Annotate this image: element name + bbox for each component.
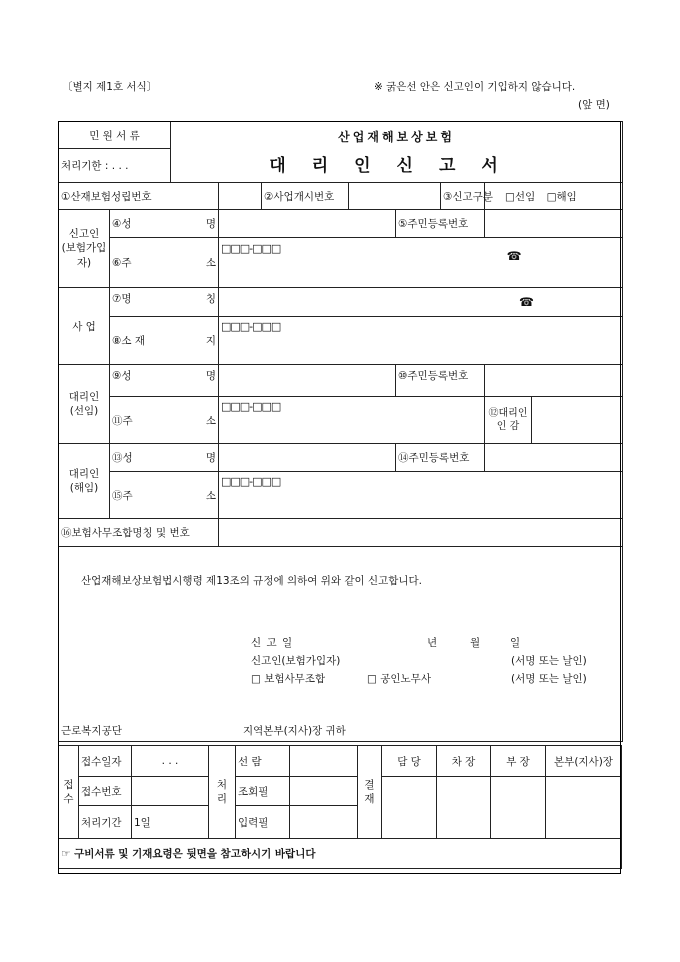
agent-appoint-addr-label-b: 소 (205, 414, 216, 427)
agent-dismiss-rrn-label: ⑭주민등록번호 (396, 444, 485, 472)
reporter-group-label: 신고인 (보험가입자) (59, 210, 110, 288)
agent-appoint-addr-field[interactable] (219, 397, 485, 444)
reporter-rrn-label: ⑤주민등록번호 (396, 210, 485, 238)
agency-name: 근로복지공단 (61, 725, 122, 737)
date-year-label: 년 (427, 637, 438, 649)
receipt-table (58, 745, 622, 869)
business-loc-label-a: ⑧소 재 (112, 335, 146, 347)
form-title-line2: 대리인신고서 (269, 156, 524, 176)
check-field[interactable] (290, 777, 358, 806)
form-title-line1: 산업재해보상보험 (338, 130, 455, 144)
agent-dismiss-postal-code[interactable]: □□□-□□□ (221, 475, 281, 488)
agent-dismiss-name-label-a: ⑬성 (112, 452, 133, 464)
form-table (58, 121, 623, 742)
approver-4: 본부(지사)장 (546, 746, 622, 777)
est-no-field[interactable] (219, 183, 262, 210)
appoint-checkbox[interactable]: □선임 (505, 190, 536, 203)
agent-dismiss-name-label (110, 444, 219, 472)
business-phone-icon: ☎ (519, 295, 534, 309)
reporter-addr-label-a: ⑥주 (112, 257, 132, 269)
agent-appoint-addr-label (110, 397, 219, 444)
select-label: 선 람 (236, 746, 290, 777)
report-form (58, 121, 621, 874)
agent-dismiss-rrn-field[interactable] (485, 444, 623, 472)
input-field[interactable] (290, 806, 358, 839)
business-loc-label (110, 317, 219, 365)
approver-3: 부 장 (491, 746, 546, 777)
statement-area (59, 547, 623, 742)
agent-sign-note: (서명 또는 날인) (511, 673, 587, 685)
receipt-no-field[interactable] (132, 777, 209, 806)
business-loc-field[interactable] (219, 317, 623, 365)
agent-dismiss-name-label-b: 명 (205, 452, 216, 464)
input-label: 입력필 (236, 806, 290, 839)
agent-dismiss-addr-label-a: ⑮주 (112, 489, 133, 502)
date-day-label: 일 (510, 637, 521, 649)
labor-attorney-checkbox[interactable]: □ 공인노무사 (367, 673, 431, 685)
report-type-options (485, 183, 623, 210)
est-no-label: ①산재보험성립번호 (59, 183, 219, 210)
business-name-label-b: 칭 (205, 293, 216, 305)
report-type-label: ③신고구분 (441, 183, 485, 210)
receipt-date-label: 접수일자 (79, 746, 132, 777)
agent-appoint-addr-label-a: ⑪주 (112, 414, 133, 427)
reporter-name-field[interactable] (219, 210, 396, 238)
agent-appoint-group-label: 대리인 (선임) (59, 365, 110, 444)
agent-appoint-postal-code[interactable]: □□□-□□□ (221, 400, 281, 413)
receipt-date-field[interactable]: . . . (132, 746, 209, 777)
reporter-name-label-a: ④성 (112, 218, 132, 230)
approver-1: 담 당 (382, 746, 437, 777)
reporter-addr-label-b: 소 (205, 257, 216, 269)
business-name-label-a: ⑦명 (112, 293, 132, 305)
agent-dismiss-name-field[interactable] (219, 444, 396, 472)
process-group-label: 처 리 (209, 746, 236, 839)
report-date-label: 신 고 일 (251, 637, 294, 649)
union-field[interactable] (219, 519, 623, 547)
branch-addressee: 지역본부(지사)장 귀하 (243, 725, 346, 737)
reporter-sign-note: (서명 또는 날인) (511, 655, 587, 667)
period-field[interactable]: 1일 (132, 806, 209, 839)
reporter-postal-code[interactable]: □□□-□□□ (221, 242, 281, 255)
union-label: ⑯보험사무조합명칭 및 번호 (59, 519, 219, 547)
agent-appoint-name-label-a: ⑨성 (112, 370, 132, 382)
agent-appoint-name-label-b: 명 (205, 370, 216, 382)
form-title (171, 122, 623, 183)
approval-sign-3[interactable] (491, 777, 546, 839)
approval-group-label: 결 재 (358, 746, 382, 839)
agent-appoint-name-label (110, 365, 219, 397)
business-name-field[interactable] (219, 288, 623, 317)
agent-seal-label: ⑫대리인 인 감 (485, 397, 532, 444)
agent-dismiss-addr-field[interactable] (219, 472, 623, 519)
reporter-name-label (110, 210, 219, 238)
reporter-addr-field[interactable] (219, 238, 623, 288)
biz-start-no-label: ②사업개시번호 (262, 183, 349, 210)
doc-type-label: 민 원 서 류 (59, 122, 171, 149)
agent-appoint-rrn-label: ⑩주민등록번호 (396, 365, 485, 397)
reporter-name-label-b: 명 (205, 218, 216, 230)
business-loc-label-b: 지 (205, 335, 216, 347)
reporter-phone-icon: ☎ (506, 249, 522, 263)
biz-start-no-field[interactable] (349, 183, 441, 210)
reporter-addr-label (110, 238, 219, 288)
page-side: (앞 면) (578, 99, 610, 111)
deadline-field[interactable]: 처리기한 : . . . (59, 149, 171, 183)
reporter-rrn-field[interactable] (485, 210, 623, 238)
approval-sign-1[interactable] (382, 777, 437, 839)
receipt-group-label: 접 수 (59, 746, 79, 839)
statement-text: 산업재해보상보험법시행령 제13조의 규정에 의하여 위와 같이 신고합니다. (81, 575, 423, 587)
business-group-label: 사 업 (59, 288, 110, 365)
receipt-no-label: 접수번호 (79, 777, 132, 806)
agent-seal-field[interactable] (532, 397, 623, 444)
date-month-label: 월 (470, 637, 481, 649)
footer-note: ☞ 구비서류 및 기재요령은 뒷면을 참고하시기 바랍니다 (59, 839, 622, 869)
notice: ※ 굵은선 안은 신고인이 기입하지 않습니다. (374, 81, 576, 93)
agent-appoint-rrn-field[interactable] (485, 365, 623, 397)
reporter-sign-label: 신고인(보험가입자) (251, 655, 341, 667)
agent-dismiss-addr-label-b: 소 (205, 489, 216, 502)
approval-sign-2[interactable] (437, 777, 491, 839)
business-postal-code[interactable]: □□□-□□□ (221, 320, 281, 333)
form-number: 〔별지 제1호 서식〕 (62, 81, 158, 93)
union-checkbox[interactable]: □ 보험사무조합 (251, 673, 326, 685)
approver-2: 차 장 (437, 746, 491, 777)
agent-appoint-name-field[interactable] (219, 365, 396, 397)
business-name-label (110, 288, 219, 317)
agent-dismiss-addr-label (110, 472, 219, 519)
check-label: 조회필 (236, 777, 290, 806)
dismiss-checkbox[interactable]: □해임 (546, 190, 577, 203)
select-field[interactable] (290, 746, 358, 777)
period-label: 처리기간 (79, 806, 132, 839)
approval-sign-4[interactable] (546, 777, 622, 839)
agent-dismiss-group-label: 대리인 (해임) (59, 444, 110, 519)
